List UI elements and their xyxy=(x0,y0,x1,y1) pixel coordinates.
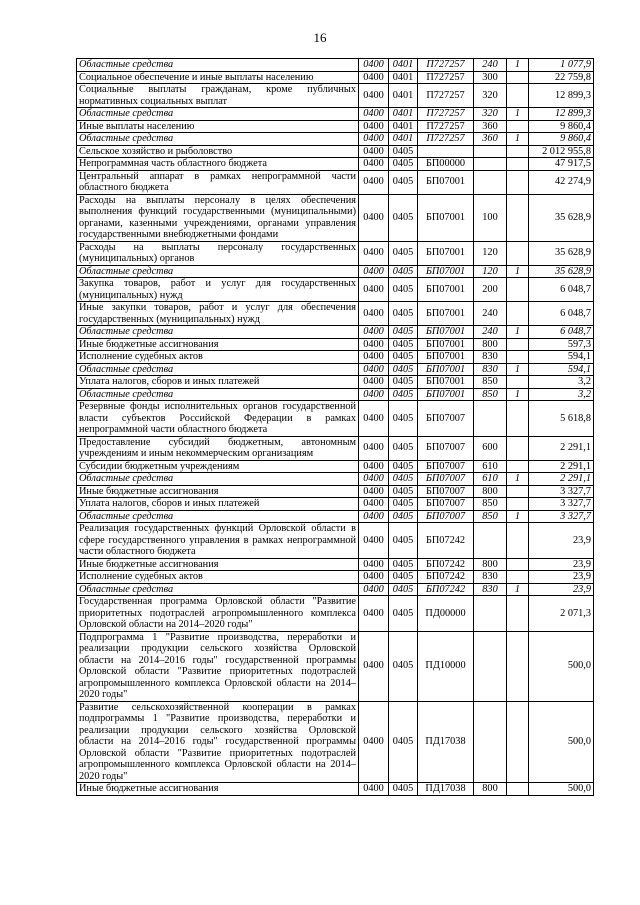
row-amount: 5 618,8 xyxy=(529,401,594,437)
row-subsection-code: 0401 xyxy=(389,120,418,133)
table-row xyxy=(77,460,594,473)
row-target-article: БП07007 xyxy=(418,485,474,498)
table-row xyxy=(77,59,594,72)
row-expense-type: 320 xyxy=(474,84,507,108)
table-row xyxy=(77,498,594,511)
row-amount: 6 048,7 xyxy=(529,278,594,302)
row-expense-type: 800 xyxy=(474,783,507,796)
row-expense-type: 240 xyxy=(474,326,507,339)
table-row xyxy=(77,133,594,146)
row-name: Предоставление субсидий бюджетным, автономным учреждениям и иным некоммерческим организациям xyxy=(77,436,359,460)
row-section-code: 0400 xyxy=(359,338,389,351)
row-amount: 23,9 xyxy=(529,558,594,571)
row-section-code: 0400 xyxy=(359,302,389,326)
row-expense-type: 240 xyxy=(474,302,507,326)
row-subsection-code: 0401 xyxy=(389,84,418,108)
row-expense-type xyxy=(474,170,507,194)
row-expense-type: 850 xyxy=(474,510,507,523)
row-expense-type xyxy=(474,401,507,437)
table-row xyxy=(77,158,594,171)
row-amount: 6 048,7 xyxy=(529,302,594,326)
row-section-code: 0400 xyxy=(359,158,389,171)
row-section-code: 0400 xyxy=(359,558,389,571)
row-source xyxy=(507,194,529,241)
row-source: 1 xyxy=(507,363,529,376)
row-subsection-code: 0405 xyxy=(389,158,418,171)
table-row xyxy=(77,701,594,783)
row-name: Исполнение судебных актов xyxy=(77,351,359,364)
row-source xyxy=(507,84,529,108)
row-expense-type: 200 xyxy=(474,278,507,302)
row-target-article: БП07001 xyxy=(418,351,474,364)
row-expense-type: 120 xyxy=(474,241,507,265)
row-amount: 23,9 xyxy=(529,523,594,559)
row-name: Резервные фонды исполнительных органов государственной власти субъектов Российской Федерации в рамках непрограммной части областного бюджета xyxy=(77,401,359,437)
row-subsection-code: 0405 xyxy=(389,701,418,783)
row-name: Уплата налогов, сборов и иных платежей xyxy=(77,376,359,389)
row-source: 1 xyxy=(507,388,529,401)
row-target-article: БП07001 xyxy=(418,302,474,326)
table-row xyxy=(77,571,594,584)
row-subsection-code: 0405 xyxy=(389,241,418,265)
row-name: Социальные выплаты гражданам, кроме публичных нормативных социальных выплат xyxy=(77,84,359,108)
row-target-article: БП07242 xyxy=(418,583,474,596)
budget-table xyxy=(76,58,594,796)
row-name: Областные средства xyxy=(77,133,359,146)
row-amount: 2 012 955,8 xyxy=(529,145,594,158)
row-subsection-code: 0405 xyxy=(389,583,418,596)
row-section-code: 0400 xyxy=(359,473,389,486)
table-row xyxy=(77,170,594,194)
row-target-article: БП07007 xyxy=(418,498,474,511)
row-amount: 500,0 xyxy=(529,631,594,701)
row-expense-type: 610 xyxy=(474,460,507,473)
row-section-code: 0400 xyxy=(359,583,389,596)
row-amount: 12 899,3 xyxy=(529,84,594,108)
row-source xyxy=(507,436,529,460)
row-source xyxy=(507,302,529,326)
row-source: 1 xyxy=(507,583,529,596)
row-name: Закупка товаров, работ и услуг для государственных (муниципальных) нужд xyxy=(77,278,359,302)
table-row xyxy=(77,363,594,376)
row-amount: 23,9 xyxy=(529,571,594,584)
row-amount: 42 274,9 xyxy=(529,170,594,194)
row-source xyxy=(507,460,529,473)
table-row xyxy=(77,783,594,796)
row-subsection-code: 0405 xyxy=(389,523,418,559)
row-target-article: БП07242 xyxy=(418,558,474,571)
row-section-code: 0400 xyxy=(359,510,389,523)
row-subsection-code: 0405 xyxy=(389,571,418,584)
row-name: Государственная программа Орловской области "Развитие приоритетных подотраслей агропромышленного комплекса Орловской области на 2014–2020 годы" xyxy=(77,596,359,632)
row-amount: 500,0 xyxy=(529,783,594,796)
row-amount: 6 048,7 xyxy=(529,326,594,339)
row-source xyxy=(507,278,529,302)
row-name: Уплата налогов, сборов и иных платежей xyxy=(77,498,359,511)
row-subsection-code: 0405 xyxy=(389,558,418,571)
row-amount: 3,2 xyxy=(529,388,594,401)
table-row xyxy=(77,583,594,596)
table-row xyxy=(77,388,594,401)
row-source xyxy=(507,485,529,498)
row-target-article: БП07007 xyxy=(418,510,474,523)
row-subsection-code: 0405 xyxy=(389,145,418,158)
row-name: Областные средства xyxy=(77,108,359,121)
row-expense-type: 360 xyxy=(474,120,507,133)
row-target-article: БП07001 xyxy=(418,326,474,339)
row-subsection-code: 0405 xyxy=(389,265,418,278)
table-row xyxy=(77,302,594,326)
table-row xyxy=(77,108,594,121)
row-source: 1 xyxy=(507,108,529,121)
row-subsection-code: 0405 xyxy=(389,351,418,364)
row-section-code: 0400 xyxy=(359,460,389,473)
row-amount: 3,2 xyxy=(529,376,594,389)
row-section-code: 0400 xyxy=(359,401,389,437)
row-expense-type xyxy=(474,701,507,783)
table-row xyxy=(77,326,594,339)
table-row xyxy=(77,596,594,632)
row-amount: 2 291,1 xyxy=(529,460,594,473)
row-expense-type xyxy=(474,631,507,701)
row-amount: 1 077,9 xyxy=(529,59,594,72)
row-source xyxy=(507,631,529,701)
row-source: 1 xyxy=(507,473,529,486)
row-subsection-code: 0405 xyxy=(389,485,418,498)
row-amount: 9 860,4 xyxy=(529,133,594,146)
row-source xyxy=(507,120,529,133)
row-source xyxy=(507,783,529,796)
row-source xyxy=(507,523,529,559)
row-expense-type: 850 xyxy=(474,498,507,511)
table-row xyxy=(77,523,594,559)
row-source: 1 xyxy=(507,326,529,339)
table-row xyxy=(77,631,594,701)
row-section-code: 0400 xyxy=(359,523,389,559)
row-section-code: 0400 xyxy=(359,363,389,376)
row-name: Центральный аппарат в рамках непрограммной части областного бюджета xyxy=(77,170,359,194)
row-source xyxy=(507,158,529,171)
row-section-code: 0400 xyxy=(359,241,389,265)
row-amount: 35 628,9 xyxy=(529,265,594,278)
row-section-code: 0400 xyxy=(359,376,389,389)
row-expense-type: 300 xyxy=(474,71,507,84)
row-name: Расходы на выплаты персоналу в целях обеспечения выполнения функций государственными (муниципальными) органами, казенными учреждениями, органами управления государственными внебюджетными фондами xyxy=(77,194,359,241)
row-expense-type: 830 xyxy=(474,363,507,376)
row-name: Иные бюджетные ассигнования xyxy=(77,338,359,351)
row-subsection-code: 0401 xyxy=(389,71,418,84)
row-amount: 35 628,9 xyxy=(529,241,594,265)
table-row xyxy=(77,241,594,265)
table-row xyxy=(77,473,594,486)
table-row xyxy=(77,120,594,133)
row-target-article: БП07007 xyxy=(418,401,474,437)
row-subsection-code: 0405 xyxy=(389,783,418,796)
row-subsection-code: 0405 xyxy=(389,302,418,326)
row-expense-type: 850 xyxy=(474,376,507,389)
row-section-code: 0400 xyxy=(359,108,389,121)
row-subsection-code: 0405 xyxy=(389,326,418,339)
row-name: Областные средства xyxy=(77,326,359,339)
row-source xyxy=(507,376,529,389)
row-amount: 9 860,4 xyxy=(529,120,594,133)
row-name: Исполнение судебных актов xyxy=(77,571,359,584)
row-name: Сельское хозяйство и рыболовство xyxy=(77,145,359,158)
table-row xyxy=(77,71,594,84)
row-target-article: ПД00000 xyxy=(418,596,474,632)
row-name: Областные средства xyxy=(77,583,359,596)
row-expense-type xyxy=(474,158,507,171)
row-source xyxy=(507,71,529,84)
row-source: 1 xyxy=(507,510,529,523)
row-target-article: БП07007 xyxy=(418,460,474,473)
row-source xyxy=(507,401,529,437)
table-row xyxy=(77,510,594,523)
table-row xyxy=(77,145,594,158)
row-subsection-code: 0405 xyxy=(389,498,418,511)
row-expense-type: 240 xyxy=(474,59,507,72)
row-expense-type: 800 xyxy=(474,485,507,498)
row-target-article: БП07007 xyxy=(418,473,474,486)
row-name: Областные средства xyxy=(77,388,359,401)
row-target-article: БП07001 xyxy=(418,278,474,302)
row-source xyxy=(507,596,529,632)
row-section-code: 0400 xyxy=(359,701,389,783)
row-name: Иные выплаты населению xyxy=(77,120,359,133)
row-amount: 597,3 xyxy=(529,338,594,351)
row-section-code: 0400 xyxy=(359,485,389,498)
row-source: 1 xyxy=(507,265,529,278)
row-source xyxy=(507,498,529,511)
row-target-article: П727257 xyxy=(418,71,474,84)
row-target-article: БП07242 xyxy=(418,523,474,559)
row-section-code: 0400 xyxy=(359,194,389,241)
row-name: Областные средства xyxy=(77,473,359,486)
row-target-article: П727257 xyxy=(418,59,474,72)
row-amount: 47 917,5 xyxy=(529,158,594,171)
row-subsection-code: 0405 xyxy=(389,278,418,302)
row-target-article: П727257 xyxy=(418,133,474,146)
row-source xyxy=(507,338,529,351)
row-section-code: 0400 xyxy=(359,631,389,701)
row-target-article: БП07001 xyxy=(418,194,474,241)
row-amount: 500,0 xyxy=(529,701,594,783)
row-name: Иные закупки товаров, работ и услуг для обеспечения государственных (муниципальных) нужд xyxy=(77,302,359,326)
row-amount: 3 327,7 xyxy=(529,485,594,498)
row-subsection-code: 0405 xyxy=(389,363,418,376)
row-source xyxy=(507,170,529,194)
table-row xyxy=(77,194,594,241)
row-name: Непрограммная часть областного бюджета xyxy=(77,158,359,171)
row-amount: 3 327,7 xyxy=(529,498,594,511)
row-target-article: БП07001 xyxy=(418,241,474,265)
row-amount: 2 291,1 xyxy=(529,436,594,460)
row-section-code: 0400 xyxy=(359,278,389,302)
row-target-article: П727257 xyxy=(418,108,474,121)
row-section-code: 0400 xyxy=(359,388,389,401)
table-row xyxy=(77,436,594,460)
row-section-code: 0400 xyxy=(359,59,389,72)
row-section-code: 0400 xyxy=(359,351,389,364)
row-section-code: 0400 xyxy=(359,436,389,460)
table-row xyxy=(77,338,594,351)
row-source xyxy=(507,571,529,584)
row-expense-type: 600 xyxy=(474,436,507,460)
row-expense-type: 830 xyxy=(474,571,507,584)
row-subsection-code: 0405 xyxy=(389,401,418,437)
row-target-article: БП07001 xyxy=(418,363,474,376)
row-target-article: БП07242 xyxy=(418,571,474,584)
row-source: 1 xyxy=(507,133,529,146)
row-expense-type: 800 xyxy=(474,338,507,351)
row-section-code: 0400 xyxy=(359,133,389,146)
row-subsection-code: 0405 xyxy=(389,510,418,523)
row-subsection-code: 0405 xyxy=(389,596,418,632)
row-target-article: БП07001 xyxy=(418,170,474,194)
row-subsection-code: 0405 xyxy=(389,194,418,241)
row-amount: 594,1 xyxy=(529,363,594,376)
row-section-code: 0400 xyxy=(359,71,389,84)
table-row xyxy=(77,376,594,389)
table-row xyxy=(77,401,594,437)
row-expense-type xyxy=(474,145,507,158)
row-section-code: 0400 xyxy=(359,265,389,278)
table-body xyxy=(77,59,594,796)
row-section-code: 0400 xyxy=(359,783,389,796)
row-name: Областные средства xyxy=(77,265,359,278)
row-expense-type: 850 xyxy=(474,388,507,401)
table-row xyxy=(77,485,594,498)
row-subsection-code: 0405 xyxy=(389,473,418,486)
row-source xyxy=(507,241,529,265)
row-target-article xyxy=(418,145,474,158)
row-subsection-code: 0405 xyxy=(389,388,418,401)
row-target-article: П727257 xyxy=(418,84,474,108)
row-expense-type: 120 xyxy=(474,265,507,278)
row-amount: 23,9 xyxy=(529,583,594,596)
row-section-code: 0400 xyxy=(359,571,389,584)
row-target-article: ПД17038 xyxy=(418,701,474,783)
row-amount: 2 291,1 xyxy=(529,473,594,486)
row-name: Иные бюджетные ассигнования xyxy=(77,783,359,796)
row-amount: 2 071,3 xyxy=(529,596,594,632)
table-row xyxy=(77,278,594,302)
row-expense-type: 100 xyxy=(474,194,507,241)
row-name: Областные средства xyxy=(77,510,359,523)
table-row xyxy=(77,558,594,571)
row-subsection-code: 0405 xyxy=(389,338,418,351)
row-amount: 35 628,9 xyxy=(529,194,594,241)
row-name: Иные бюджетные ассигнования xyxy=(77,558,359,571)
row-expense-type xyxy=(474,596,507,632)
table-row xyxy=(77,351,594,364)
row-section-code: 0400 xyxy=(359,498,389,511)
row-name: Социальное обеспечение и иные выплаты населению xyxy=(77,71,359,84)
row-expense-type: 360 xyxy=(474,133,507,146)
row-section-code: 0400 xyxy=(359,84,389,108)
table-row xyxy=(77,265,594,278)
row-amount: 3 327,7 xyxy=(529,510,594,523)
row-section-code: 0400 xyxy=(359,326,389,339)
row-subsection-code: 0401 xyxy=(389,59,418,72)
row-subsection-code: 0405 xyxy=(389,460,418,473)
row-name: Реализация государственных функций Орловской области в сфере государственного управления в рамках непрограммной части областного бюджета xyxy=(77,523,359,559)
row-target-article: П727257 xyxy=(418,120,474,133)
page-number: 16 xyxy=(313,30,327,45)
row-source xyxy=(507,145,529,158)
row-name: Областные средства xyxy=(77,59,359,72)
row-target-article: ПД10000 xyxy=(418,631,474,701)
row-target-article: БП00000 xyxy=(418,158,474,171)
row-section-code: 0400 xyxy=(359,170,389,194)
row-target-article: БП07007 xyxy=(418,436,474,460)
row-expense-type: 830 xyxy=(474,351,507,364)
row-target-article: БП07001 xyxy=(418,388,474,401)
row-amount: 594,1 xyxy=(529,351,594,364)
row-name: Расходы на выплаты персоналу государственных (муниципальных) органов xyxy=(77,241,359,265)
table-row xyxy=(77,84,594,108)
row-amount: 12 899,3 xyxy=(529,108,594,121)
row-source xyxy=(507,351,529,364)
row-section-code: 0400 xyxy=(359,145,389,158)
row-subsection-code: 0401 xyxy=(389,108,418,121)
row-subsection-code: 0405 xyxy=(389,376,418,389)
row-subsection-code: 0405 xyxy=(389,631,418,701)
row-source: 1 xyxy=(507,59,529,72)
row-name: Развитие сельскохозяйственной кооперации в рамках подпрограммы 1 "Развитие производства, переработки и реализации продукции сельского хозяйства Орловской области на 2014–2016 годы" государственной программы Орловской области "Развитие приоритетных подотраслей агропромышленного комплекса Орловской области на 2014–2020 годы" xyxy=(77,701,359,783)
row-name: Областные средства xyxy=(77,363,359,376)
row-target-article: БП07001 xyxy=(418,376,474,389)
row-section-code: 0400 xyxy=(359,120,389,133)
row-section-code: 0400 xyxy=(359,596,389,632)
row-target-article: БП07001 xyxy=(418,338,474,351)
row-expense-type: 800 xyxy=(474,558,507,571)
row-source xyxy=(507,558,529,571)
row-subsection-code: 0401 xyxy=(389,133,418,146)
row-name: Субсидии бюджетным учреждениям xyxy=(77,460,359,473)
row-subsection-code: 0405 xyxy=(389,170,418,194)
row-expense-type: 830 xyxy=(474,583,507,596)
row-amount: 22 759,8 xyxy=(529,71,594,84)
row-name: Подпрограмма 1 "Развитие производства, переработки и реализации продукции сельского хозяйства Орловской области на 2014–2016 годы" государственной программы Орловской области "Развитие приоритетных подотраслей агропромышленного комплекса Орловской области на 2014–2020 годы" xyxy=(77,631,359,701)
row-target-article: ПД17038 xyxy=(418,783,474,796)
row-source xyxy=(507,701,529,783)
row-subsection-code: 0405 xyxy=(389,436,418,460)
row-target-article: БП07001 xyxy=(418,265,474,278)
row-expense-type: 320 xyxy=(474,108,507,121)
row-expense-type xyxy=(474,523,507,559)
row-expense-type: 610 xyxy=(474,473,507,486)
row-name: Иные бюджетные ассигнования xyxy=(77,485,359,498)
